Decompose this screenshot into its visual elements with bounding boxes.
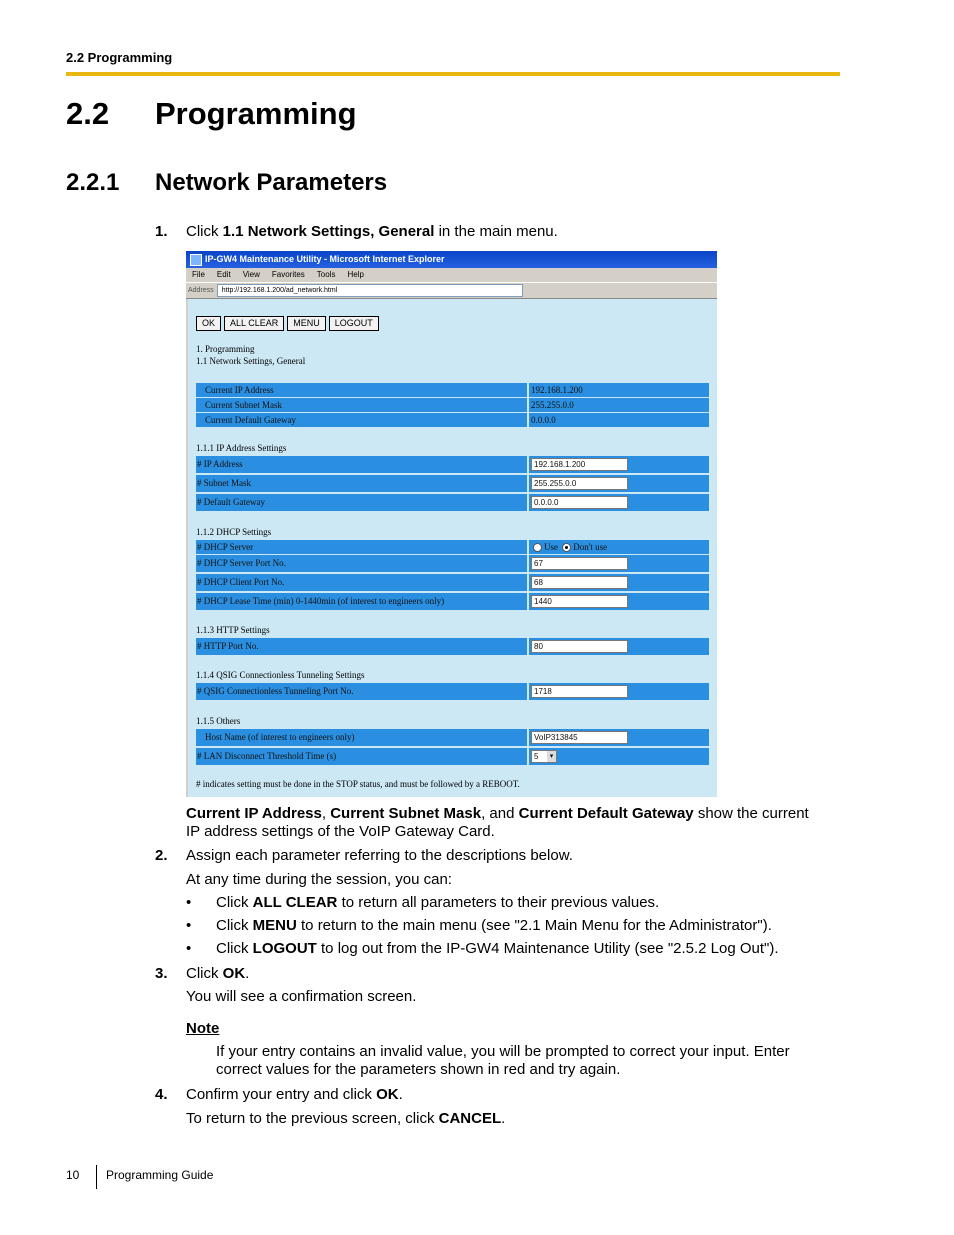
text: IP address settings of the VoIP Gateway Card. [186,823,495,840]
setting-label: # Subnet Mask [196,475,527,492]
breadcrumb-2: 1.1 Network Settings, General [196,356,306,366]
bullet-text [216,894,659,912]
text: . [398,1086,403,1103]
bold-text: MENU [252,917,297,934]
setting-cell [529,475,709,492]
setting-row [196,456,709,470]
text: show the current [693,805,809,822]
subsection-number: 2.2.1 [66,169,120,196]
bullet-dot: • [186,940,192,957]
step-2-subtext: At any time during the session, you can: [186,871,452,888]
setting-cell [529,638,709,655]
text: Click [186,965,223,982]
bold-text: OK [376,1086,399,1103]
bullet-text [216,940,779,958]
current-label: Current Default Gateway [196,413,527,427]
step-3-number: 3. [155,965,168,982]
text: Click [186,223,223,240]
text: . [245,965,250,982]
setting-label: # DHCP Server [196,540,527,554]
menu-bar [186,268,717,282]
dhcp-use-radio[interactable] [533,543,542,552]
setting-label: # Default Gateway [196,494,527,511]
step-2-number: 2. [155,847,168,864]
setting-cell [529,729,709,746]
current-value: 0.0.0.0 [529,413,709,427]
dhcp-dont-use-radio[interactable] [562,543,571,552]
step-3-subtext: You will see a confirmation screen. [186,988,417,1005]
step-1-number: 1. [155,223,168,240]
setting-row [196,593,709,607]
lan-threshold-select[interactable] [531,750,557,763]
bold-text: 1.1 Network Settings, General [222,223,435,240]
qsig-port-input[interactable]: 1718 [531,685,628,698]
radio-label: Use [544,542,558,552]
setting-label: # DHCP Server Port No. [196,555,527,572]
footer-title: Programming Guide [106,1168,214,1182]
bullet-dot: • [186,894,192,911]
text: If your entry contains an invalid value, you will be prompted to correct your input. Enter [216,1043,790,1060]
bold-text: ALL CLEAR [252,894,338,911]
setting-cell [529,748,709,765]
text: . [501,1110,506,1127]
window-title: IP-GW4 Maintenance Utility - Microsoft Internet Explorer [205,254,445,264]
setting-cell [529,555,709,572]
footer-divider [96,1165,97,1189]
setting-label: # LAN Disconnect Threshold Time (s) [196,748,527,765]
current-value: 192.168.1.200 [529,383,709,397]
bold-text: Current Default Gateway [518,805,694,822]
setting-cell [529,574,709,591]
setting-row [196,574,709,588]
setting-cell [529,494,709,511]
current-settings-description [186,805,846,841]
breadcrumb-1: 1. Programming [196,344,255,354]
step-4-subtext [186,1110,505,1128]
all-clear-button[interactable]: ALL CLEAR [224,316,284,331]
page-number: 10 [66,1168,80,1182]
bold-text: CANCEL [438,1110,502,1127]
select-value: 5 [534,752,539,762]
setting-row [196,555,709,569]
setting-cell [529,540,709,554]
bullet-dot: • [186,917,192,934]
current-row [196,383,709,397]
bold-text: LOGOUT [252,940,317,957]
default-gateway-input[interactable]: 0.0.0.0 [531,496,628,509]
text: To return to the previous screen, click [186,1110,439,1127]
text: Click [216,917,253,934]
ip-address-input[interactable]: 192.168.1.200 [531,458,628,471]
text: in the main menu. [434,223,558,240]
current-row [196,398,709,412]
chevron-down-icon[interactable]: ▾ [547,751,556,762]
setting-label: # QSIG Connectionless Tunneling Port No. [196,683,527,700]
section-dhcp: 1.1.2 DHCP Settings [196,527,272,537]
ie-icon [190,254,202,266]
section-others: 1.1.5 Others [196,716,241,726]
subsection-heading [66,169,387,197]
ok-button[interactable]: OK [196,316,221,331]
menu-favorites[interactable]: Favorites [271,270,305,279]
dhcp-lease-time-input[interactable]: 1440 [531,595,628,608]
bold-text: Current IP Address [186,805,322,822]
setting-label: # HTTP Port No. [196,638,527,655]
menu-tools[interactable]: Tools [316,270,336,279]
bold-text: Current Subnet Mask [330,805,482,822]
step-2-text: Assign each parameter referring to the descriptions below. [186,847,573,864]
setting-label: Host Name (of interest to engineers only) [196,729,527,746]
subsection-title: Network Parameters [155,169,388,196]
text: to return all parameters to their previous values. [337,894,660,911]
address-label: Address [188,287,214,294]
window-titlebar [186,251,717,268]
note-label: Note [186,1020,220,1037]
menu-help[interactable]: Help [347,270,364,279]
text: Confirm your entry and click [186,1086,377,1103]
setting-row [196,494,709,508]
logout-button[interactable]: LOGOUT [329,316,379,331]
setting-row [196,729,709,743]
browser-screenshot [186,251,717,797]
current-label: Current Subnet Mask [196,398,527,412]
dhcp-client-port-input[interactable]: 68 [531,576,628,589]
menu-view[interactable]: View [242,270,260,279]
section-qsig: 1.1.4 QSIG Connectionless Tunneling Settings [196,670,365,680]
header-rule [66,72,840,76]
setting-cell [529,593,709,610]
section-number: 2.2 [66,96,110,131]
step-4-text [186,1086,403,1104]
current-value: 255.255.0.0 [529,398,709,412]
text: Click [216,894,253,911]
text: to return to the main menu (see "2.1 Main Menu for the Administrator"). [296,917,772,934]
current-row [196,413,709,427]
http-port-input[interactable]: 80 [531,640,628,653]
host-name-input[interactable]: VoIP313845 [531,731,628,744]
setting-label: # IP Address [196,456,527,473]
step-3-text [186,965,249,983]
setting-row [196,540,709,554]
setting-label: # DHCP Client Port No. [196,574,527,591]
step-1-text [186,223,558,241]
setting-cell [529,683,709,700]
step-4-number: 4. [155,1086,168,1103]
text: correct values for the parameters shown in red and try again. [216,1061,621,1078]
current-label: Current IP Address [196,383,527,397]
section-ip: 1.1.1 IP Address Settings [196,443,287,453]
running-head: 2.2 Programming [66,50,173,65]
note-text [216,1043,790,1079]
text: , [321,805,331,822]
menu-edit[interactable]: Edit [216,270,231,279]
section-heading [66,96,357,132]
setting-cell [529,456,709,473]
button-row [196,313,382,331]
page-content [188,299,717,797]
footnote: # indicates setting must be done in the STOP status, and must be followed by a REBOOT. [196,779,520,789]
dhcp-server-port-input[interactable]: 67 [531,557,628,570]
section-title: Programming [155,96,357,131]
text: , and [481,805,519,822]
setting-row [196,683,709,697]
setting-row [196,638,709,652]
radio-label: Don't use [573,542,608,552]
bullet-text [216,917,772,935]
subnet-mask-input[interactable]: 255.255.0.0 [531,477,628,490]
menu-button[interactable]: MENU [287,316,326,331]
text: to log out from the IP-GW4 Maintenance Utility (see "2.5.2 Log Out"). [316,940,779,957]
address-bar [186,282,717,299]
menu-file[interactable]: File [192,270,205,279]
bold-text: OK [222,965,246,982]
text: Click [216,940,253,957]
address-input[interactable]: http://192.168.1.200/ad_network.html [217,284,523,297]
setting-row [196,748,709,762]
setting-label: # DHCP Lease Time (min) 0-1440min (of interest to engineers only) [196,593,527,610]
setting-row [196,475,709,489]
section-http: 1.1.3 HTTP Settings [196,625,270,635]
